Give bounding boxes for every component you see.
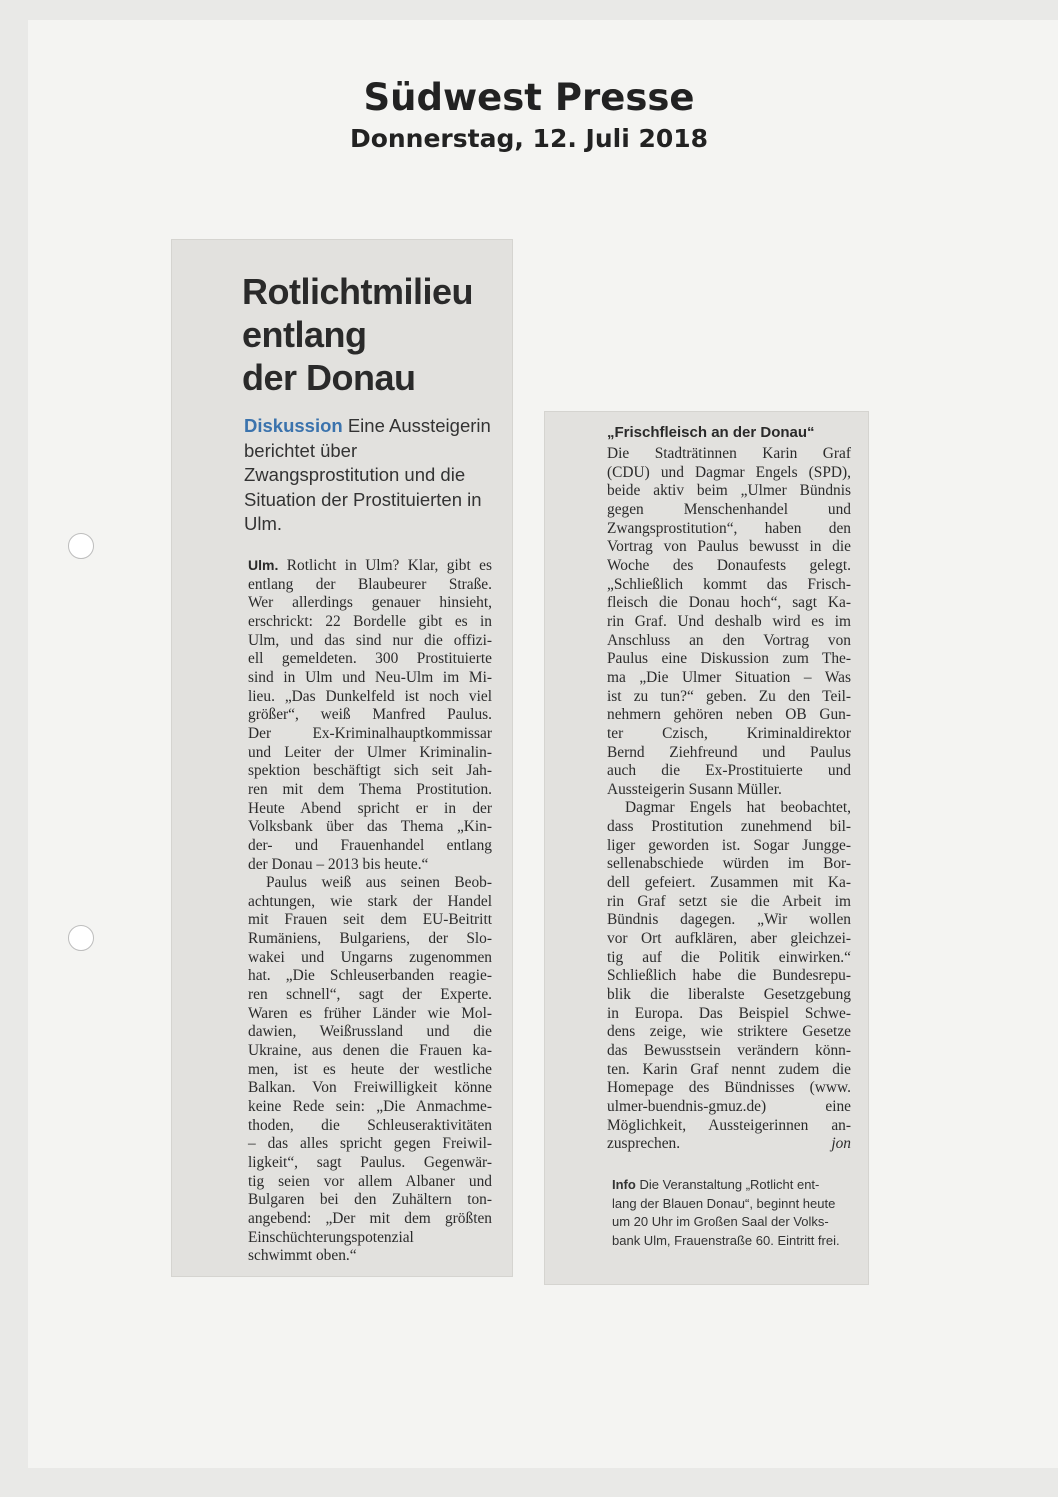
line-text: achtungen, wie stark der Handel	[248, 892, 492, 910]
text-line	[248, 1042, 492, 1061]
text-line	[607, 688, 851, 707]
line-text: Bündnis dagegen. „Wir wollen	[607, 911, 851, 929]
info-line	[612, 1232, 862, 1251]
text-line	[248, 725, 492, 744]
info-box	[612, 1176, 862, 1250]
line-text: liger geworden ist. Sogar Jungge-	[607, 836, 851, 854]
line-text: ter Czisch, Kriminaldirektor	[607, 724, 851, 742]
text-line	[607, 1117, 851, 1136]
line-text: Bulgaren bei den Zuhältern ton-	[248, 1191, 492, 1209]
text-line	[607, 464, 851, 483]
line-text: Rumäniens, Bulgariens, der Slo-	[248, 930, 492, 948]
line-text: der Donau – 2013 bis heute.“	[248, 855, 429, 873]
line-text: Einschüchterungspotenzial	[248, 1228, 414, 1246]
text-line	[248, 762, 492, 781]
article-subhead	[244, 414, 494, 537]
text-line	[248, 818, 492, 837]
text-line	[248, 1229, 492, 1248]
line-text: lieu. „Das Dunkelfeld ist noch viel	[248, 687, 492, 705]
line-text: ist zu tun?“ geben. Zu den Teil-	[607, 687, 851, 705]
dateline: Ulm.	[248, 557, 279, 573]
info-text: um 20 Uhr im Großen Saal der Volks-	[612, 1214, 829, 1230]
line-text: und Leiter der Ulmer Kriminalin-	[248, 743, 492, 761]
text-line	[607, 613, 851, 632]
text-line	[607, 967, 851, 986]
line-text: Anschluss an den Vortrag von	[607, 631, 851, 649]
headline-line: der Donau	[242, 357, 416, 398]
text-line	[248, 706, 492, 725]
text-line	[248, 1154, 492, 1173]
line-text: – das alles spricht gegen Freiwil-	[248, 1135, 492, 1153]
line-text: ren schnell“, sagt der Experte.	[248, 986, 492, 1004]
line-text: Schließlich habe die Bundesrepu-	[607, 967, 851, 985]
text-line	[607, 1042, 851, 1061]
text-line	[248, 1173, 492, 1192]
text-line	[607, 1005, 851, 1024]
text-line	[607, 949, 851, 968]
line-text: beide aktiv beim „Ulmer Bündnis	[607, 482, 851, 500]
text-line	[607, 1079, 851, 1098]
text-line	[607, 1135, 851, 1154]
line-text: ell gemeldeten. 300 Prostituierte	[248, 650, 492, 668]
text-line	[248, 800, 492, 819]
info-line	[612, 1213, 862, 1232]
author-signature: jon	[831, 1135, 851, 1153]
line-text: dens zeige, wie striktere Gesetze	[607, 1023, 851, 1041]
text-line	[607, 837, 851, 856]
line-text: das Bewusstsein verändern könn-	[607, 1042, 851, 1059]
text-line	[248, 1005, 492, 1024]
line-text: thoden, die Schleuseraktivitäten	[248, 1116, 492, 1134]
line-text: men, ist es heute der westliche	[248, 1060, 492, 1078]
text-line	[607, 893, 851, 912]
text-line	[607, 501, 851, 520]
line-text: Paulus eine Diskussion zum The-	[607, 650, 851, 668]
text-line	[248, 911, 492, 930]
text-line	[248, 967, 492, 986]
text-line	[248, 1210, 492, 1229]
text-line	[248, 781, 492, 800]
line-text: (CDU) und Dagmar Engels (SPD),	[607, 463, 851, 481]
article-2-body	[607, 445, 851, 1154]
line-text: Homepage des Bündnisses (www.	[607, 1079, 851, 1097]
line-text: mit Frauen seit dem EU-Beitritt	[248, 911, 492, 929]
line-text: Wer allerdings genauer hinsieht,	[248, 594, 492, 612]
text-line	[248, 688, 492, 707]
text-line	[607, 818, 851, 837]
info-text: lang der Blauen Donau“, beginnt heute	[612, 1195, 836, 1211]
line-text: auch die Ex-Prostituierte und	[607, 762, 851, 780]
line-text: Aussteigerin Susann Müller.	[607, 780, 782, 798]
line-text: blik die liberalste Gesetzgebung	[607, 986, 851, 1004]
line-text: tig auf die Politik einwirken.“	[607, 948, 851, 966]
text-line	[607, 669, 851, 688]
text-line	[607, 632, 851, 651]
text-line	[607, 911, 851, 930]
text-line	[248, 613, 492, 632]
info-line	[612, 1176, 862, 1195]
text-line	[607, 930, 851, 949]
text-line	[248, 594, 492, 613]
text-line	[248, 1135, 492, 1154]
line-text: rin Graf setzt sie die Arbeit im	[607, 892, 851, 910]
text-line	[607, 1023, 851, 1042]
article-headline	[242, 270, 473, 399]
line-text: angebend: „Der mit dem größten	[248, 1209, 492, 1227]
line-text: Ukraine, aus denen die Frauen ka-	[248, 1042, 492, 1060]
text-line	[248, 632, 492, 651]
subhead-text: Eine Aussteigerin berichtet über Zwangsprostitution und die Situation der Prostituierten in Ulm.	[244, 415, 491, 534]
line-text: Der Ex-Kriminalhauptkommissar	[248, 724, 492, 742]
kicker: Diskussion	[244, 415, 343, 436]
text-line	[248, 1061, 492, 1080]
punch-hole	[68, 533, 94, 559]
publication-date: Donnerstag, 12. Juli 2018	[349, 124, 709, 153]
text-line	[248, 1023, 492, 1042]
text-line	[248, 744, 492, 763]
line-text: ligkeit“, sagt Paulus. Gegenwär-	[248, 1154, 492, 1171]
text-line	[248, 1191, 492, 1210]
line-text: Rotlicht in Ulm? Klar, gibt es	[286, 557, 492, 574]
text-line	[248, 556, 492, 576]
text-line	[248, 1079, 492, 1098]
line-text: sellenabschiede würden im Bor-	[607, 855, 851, 873]
line-text: Möglichkeit, Aussteigerinnen an-	[607, 1116, 851, 1134]
text-line	[607, 1061, 851, 1080]
text-line	[248, 986, 492, 1005]
text-line	[248, 650, 492, 669]
text-line	[248, 1247, 492, 1266]
text-line	[248, 930, 492, 949]
text-line	[607, 445, 851, 464]
line-text: wakei und Ungarns zugenommen	[248, 948, 492, 966]
text-line	[607, 557, 851, 576]
text-line	[248, 669, 492, 688]
text-line	[607, 799, 851, 818]
line-text: Heute Abend spricht er in der	[248, 799, 492, 817]
text-line	[607, 576, 851, 595]
line-text: hat. „Die Schleuserbanden reagie-	[248, 967, 492, 985]
line-text: erschrickt: 22 Bordelle gibt es in	[248, 612, 492, 630]
line-text: ren mit dem Thema Prostitution.	[248, 780, 492, 798]
article-1-body	[248, 556, 492, 1266]
text-line	[248, 949, 492, 968]
line-text: Woche des Donaufests gelegt.	[607, 556, 851, 574]
line-text: dass Prostitution zunehmend bil-	[607, 818, 851, 836]
line-text: ten. Karin Graf nennt zudem die	[607, 1060, 851, 1078]
line-text: entlang der Blaubeurer Straße.	[248, 575, 492, 593]
line-text: fleisch die Donau hoch“, sagt Ka-	[607, 594, 851, 612]
text-line	[607, 762, 851, 781]
section-heading: „Frischfleisch an der Donau“	[607, 424, 815, 441]
line-text: dell gefeiert. Zusammen mit Ka-	[607, 874, 851, 892]
text-line	[607, 482, 851, 501]
line-text: vor Ort aufklären, aber gleichzei-	[607, 930, 851, 948]
line-text: „Schließlich kommt das Frisch-	[607, 575, 851, 593]
line-text: Dagmar Engels hat beobachtet,	[625, 799, 851, 817]
info-line	[612, 1195, 862, 1214]
line-text: spektion beschäftigt sich seit Jah-	[248, 762, 492, 780]
info-label: Info	[612, 1177, 636, 1192]
line-text: Bernd Ziehfreund und Paulus	[607, 743, 851, 761]
text-line	[607, 1098, 851, 1117]
text-line	[607, 650, 851, 669]
line-text: Paulus weiß aus seinen Beob-	[266, 874, 492, 892]
line-text: tig seien vor allem Albaner und	[248, 1172, 492, 1190]
line-text: dawien, Weißrussland und die	[248, 1023, 492, 1041]
text-line	[607, 538, 851, 557]
text-line	[607, 855, 851, 874]
line-text: Balkan. Von Freiwilligkeit könne	[248, 1079, 492, 1097]
line-text: größer“, weiß Manfred Paulus.	[248, 706, 492, 724]
newspaper-name: Südwest Presse	[363, 76, 695, 119]
line-text: ma „Die Ulmer Situation – Was	[607, 668, 851, 686]
text-line	[248, 1117, 492, 1136]
text-line	[607, 706, 851, 725]
info-text: Die Veranstaltung „Rotlicht ent-	[639, 1177, 820, 1192]
line-text: Vortrag von Paulus bewusst in die	[607, 538, 851, 556]
line-text: Ulm, und das sind nur die offizi-	[248, 631, 492, 649]
line-text: rin Graf. Und deshalb wird es im	[607, 612, 851, 630]
text-line	[248, 1098, 492, 1117]
line-text: ulmer-buendnis-gmuz.de) eine	[607, 1097, 851, 1115]
text-line	[248, 576, 492, 595]
text-line	[248, 856, 492, 875]
text-line	[248, 893, 492, 912]
punch-hole	[68, 925, 94, 951]
info-text: bank Ulm, Frauenstraße 60. Eintritt frei.	[612, 1232, 840, 1248]
text-line	[607, 744, 851, 763]
line-text: Die Stadträtinnen Karin Graf	[607, 445, 851, 462]
headline-line: Rotlichtmilieu	[242, 271, 474, 312]
text-line	[607, 986, 851, 1005]
line-text: schwimmt oben.“	[248, 1247, 357, 1265]
line-text: in Europa. Das Beispiel Schwe-	[607, 1004, 851, 1022]
line-text: Volksbank über das Thema „Kin-	[248, 818, 492, 836]
line-text: Waren es früher Länder wie Mol-	[248, 1004, 492, 1022]
text-line	[248, 837, 492, 856]
text-line	[607, 781, 851, 800]
line-text: sind in Ulm und Neu-Ulm im Mi-	[248, 668, 492, 686]
text-line	[607, 874, 851, 893]
line-text: zusprechen.	[607, 1135, 681, 1153]
text-line	[607, 520, 851, 539]
line-text: nehmern gehören neben OB Gun-	[607, 706, 851, 724]
text-line	[248, 874, 492, 893]
line-text: der- und Frauenhandel entlang	[248, 836, 492, 854]
text-line	[607, 594, 851, 613]
text-line	[607, 725, 851, 744]
line-text: gegen Menschenhandel und	[607, 500, 851, 518]
line-text: keine Rede sein: „Die Anmachme-	[248, 1098, 492, 1116]
headline-line: entlang	[242, 314, 367, 355]
line-text: Zwangsprostitution“, haben den	[607, 519, 851, 537]
